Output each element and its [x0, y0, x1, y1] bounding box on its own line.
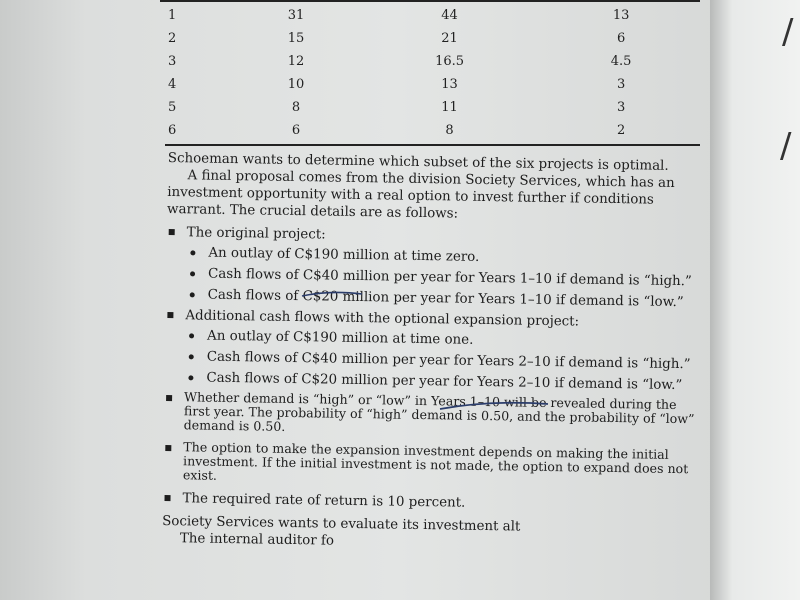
sub-item: Cash flows of C$40 million per year for Years 2–10 if demand is “high.”	[185, 348, 700, 373]
list-item-option: The option to make the expansion investment depends on making the initial investment. If the initial investment is not made, the option to expand does not exist.	[163, 440, 699, 490]
pen-mark-icon: /	[782, 12, 794, 52]
table-cell: 3	[616, 77, 626, 92]
table-cell: 5	[168, 100, 177, 115]
table-cell: 8	[445, 123, 454, 138]
list-item-original	[166, 224, 702, 311]
table-cell: 2	[168, 31, 177, 46]
original-project-sublist	[186, 244, 702, 311]
table-cell: 4.5	[610, 54, 632, 69]
table-cell: 3	[168, 54, 177, 69]
projects-table	[168, 4, 720, 142]
sub-item: An outlay of C$190 million at time one.	[185, 327, 700, 352]
table-cell: 10	[287, 77, 305, 92]
table-row	[168, 4, 720, 27]
table-cell: 2	[616, 123, 626, 138]
table-cell: 13	[441, 77, 458, 92]
table-cell: 6	[291, 123, 301, 138]
details-list	[162, 224, 701, 515]
sub-item: Cash flows of C$20 million per year for Years 1–10 if demand is “low.”	[186, 286, 701, 311]
list-item-expansion	[164, 307, 700, 394]
original-project-label: The original project:	[186, 225, 326, 243]
table-top-rule	[160, 0, 700, 2]
table-cell: 11	[441, 100, 458, 115]
expansion-project-label: Additional cash flows with the optional expansion project:	[185, 308, 580, 330]
expansion-project-sublist	[184, 327, 700, 394]
table-cell: 16.5	[435, 54, 465, 69]
table-cell: 31	[287, 8, 305, 23]
sub-item: Cash flows of C$20 million per year for Years 2–10 if demand is “low.”	[184, 369, 699, 394]
table-cell: 6	[616, 31, 626, 46]
table-row	[168, 119, 720, 142]
closing-line-2: The internal auditor fo	[179, 531, 335, 549]
pen-mark-icon: /	[780, 126, 792, 166]
table-cell: 13	[612, 8, 630, 23]
table-cell: 8	[291, 100, 301, 115]
table-row	[168, 50, 720, 73]
table-bottom-rule	[165, 144, 700, 146]
closing-line: Society Services wants to evaluate its investment alt	[162, 513, 521, 535]
table-cell: 12	[287, 54, 305, 69]
table-cell: 6	[168, 123, 177, 138]
table-cell: 3	[616, 100, 626, 115]
table-row	[168, 96, 720, 119]
list-item-rate: The required rate of return is 10 percent.	[162, 490, 697, 515]
table-cell: 4	[168, 77, 177, 92]
table-cell: 44	[441, 8, 458, 23]
intro-sentence: Schoeman wants to determine which subset of the six projects is optimal.	[167, 150, 669, 174]
table-row	[168, 73, 720, 96]
proposal-paragraph: A final proposal comes from the division Society Services, which has an investment opportunity with a real option to invest further if conditions warrant. The crucial details are as follows:	[166, 168, 675, 222]
sub-item: Cash flows of C$40 million per year for Years 1–10 if demand is “high.”	[186, 265, 701, 290]
table-cell: 15	[287, 31, 305, 46]
body-text	[162, 150, 703, 555]
table-row	[168, 27, 720, 50]
list-item-demand: Whether demand is “high” or “low” in Years 1–10 will be revealed during the first year. The probability of “high” demand is 0.50, and the probability of “low” demand is 0.50.	[164, 390, 700, 440]
table-cell: 21	[441, 31, 458, 46]
sub-item: An outlay of C$190 million at time zero.	[186, 244, 701, 269]
facing-page-edge	[710, 0, 800, 600]
table-cell: 1	[168, 8, 177, 23]
